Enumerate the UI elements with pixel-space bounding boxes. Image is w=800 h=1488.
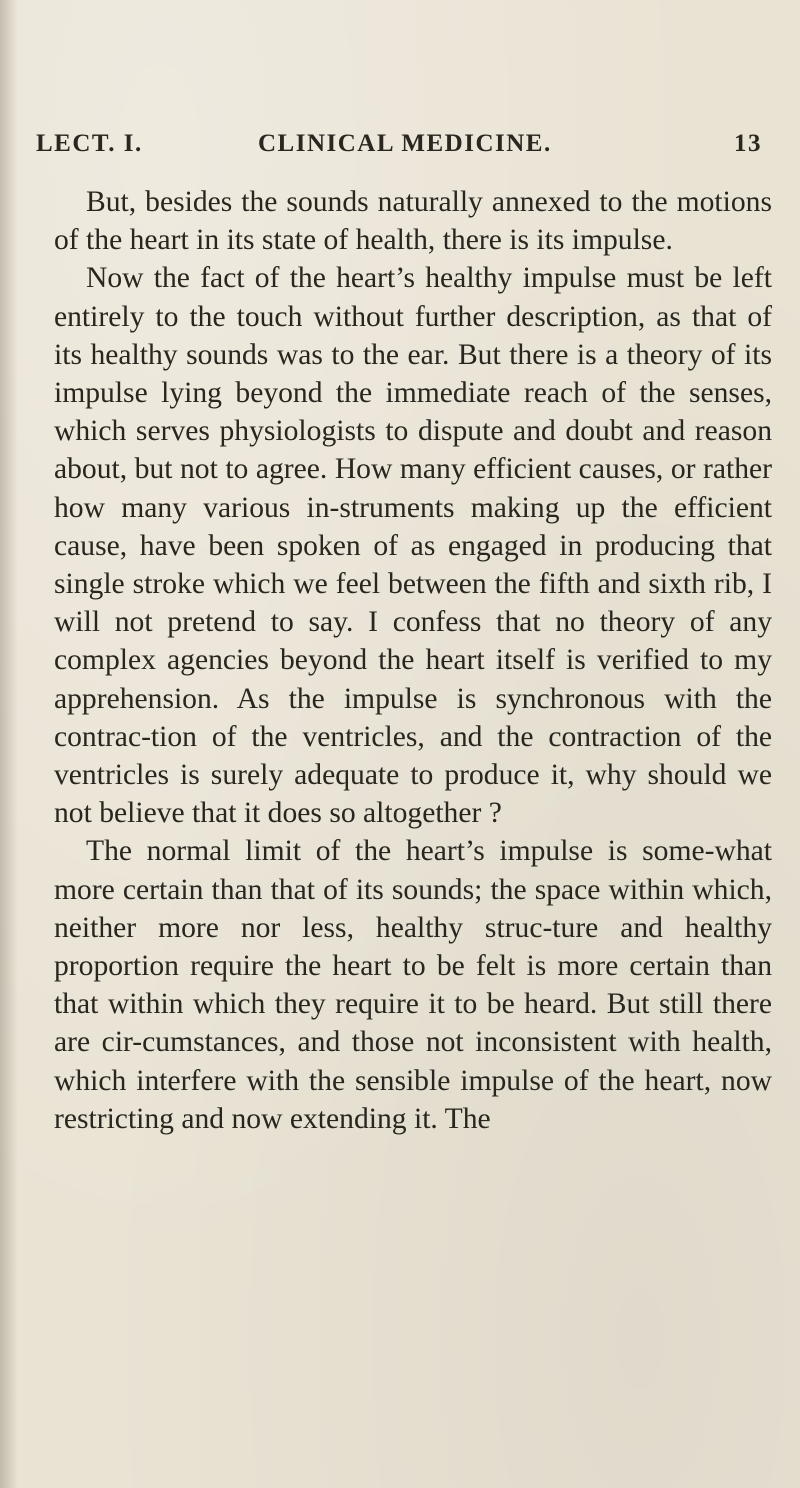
paragraph-impulse-intro: But, besides the sounds naturally annexed to the motions of the heart in its state of health, there is its impulse.	[54, 186, 772, 257]
running-head	[36, 130, 766, 170]
page-number: 13	[734, 130, 762, 157]
paragraph-impulse-limit: The normal limit of the heart’s impulse is some-what more certain than that of its sounds; the space within which, neither more nor less, healthy struc-ture and healthy proportion require the heart to be felt is more certain than that within which they require it to be heard. But still there are cir-cumstances, and those not inconsistent with health, which interfere with the sensible impulse of the heart, now restricting and now extending it. The	[54, 835, 772, 1135]
lecture-number: LECT. I.	[36, 130, 143, 157]
paragraph-impulse-theory: Now the fact of the heart’s healthy impulse must be left entirely to the touch without further description, as that of its healthy sounds was to the ear. But there is a theory of its impulse lying beyond the immediate reach of the senses, which serves physiologists to dispute and doubt and reason about, but not to agree. How many efficient causes, or rather how many various in-struments making up the efficient cause, have been spoken of as engaged in producing that single stroke which we feel between the fifth and sixth rib, I will not pretend to say. I confess that no theory of any complex agencies beyond the heart itself is verified to my apprehension. As the impulse is synchronous with the contrac-tion of the ventricles, and the contraction of the ventricles is surely adequate to produce it, why should we not believe that it does so altogether ?	[54, 262, 772, 830]
running-title: CLINICAL MEDICINE.	[258, 130, 552, 157]
body-text	[54, 183, 772, 1138]
page-gutter-shadow	[0, 0, 18, 1488]
